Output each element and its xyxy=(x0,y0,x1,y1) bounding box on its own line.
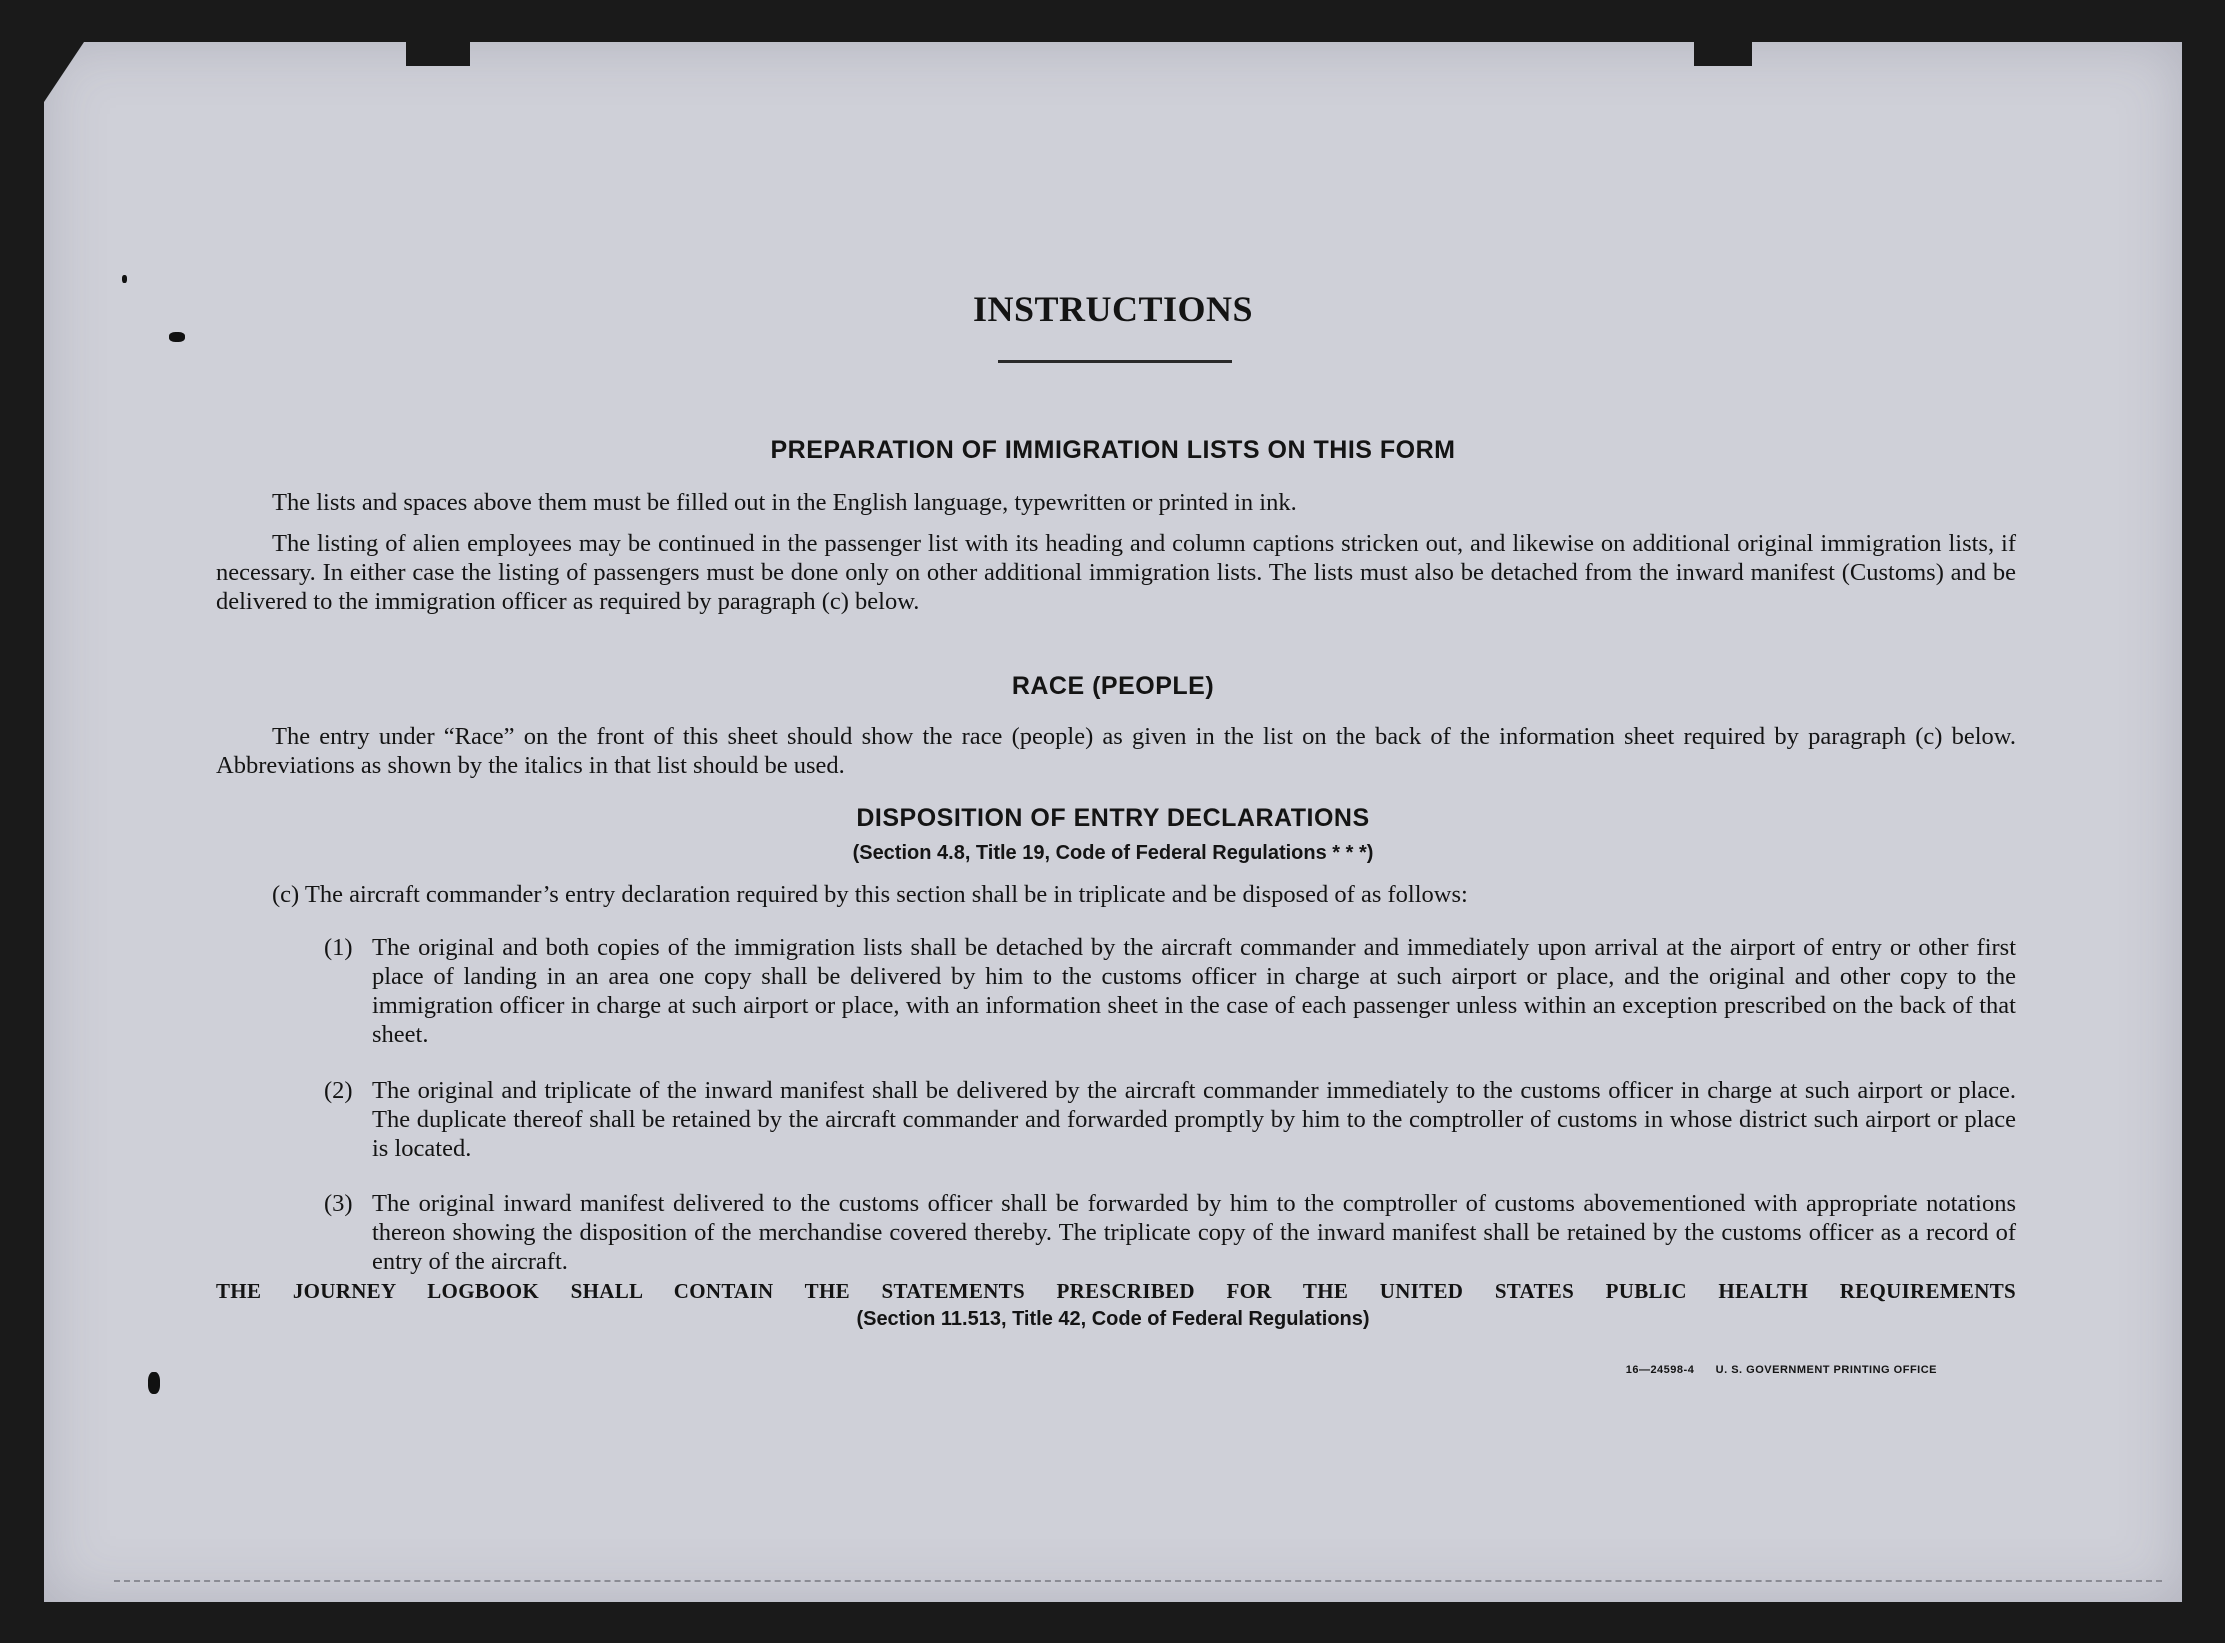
print-code: 16—24598-4 xyxy=(1625,1364,1695,1376)
item-number: (3) xyxy=(324,1190,353,1217)
disposition-citation: (Section 4.8, Title 19, Code of Federal Regulations * * *) xyxy=(852,842,1374,864)
preparation-heading: PREPARATION OF IMMIGRATION LISTS ON THIS FORM xyxy=(770,436,1456,464)
item-text: The original and triplicate of the inward manifest shall be delivered by the aircraft commander immediately to the customs officer in charge at such airport or place. The duplicate thereof shall be retained by the aircraft commander and forwarded promptly by him to the comptroller of customs in whose district such airport or place is located. xyxy=(372,1077,2016,1162)
disposition-heading: DISPOSITION OF ENTRY DECLARATIONS xyxy=(856,804,1370,832)
item-text: The original and both copies of the immigration lists shall be detached by the aircraft commander and immediately upon arrival at the airport of entry or other first place of landing in an area one copy shall be delivered by him to the customs officer in charge at such airport or place, and the original and other copy to the immigration officer in charge at such airport or place, with an information sheet in the case of each passenger unless within an exception prescribed on the back of that sheet. xyxy=(372,934,2016,1048)
disposition-item xyxy=(324,933,2016,1049)
item-number: (2) xyxy=(324,1077,353,1104)
title-underline xyxy=(998,360,1232,363)
instructions-content xyxy=(44,42,2182,1602)
page-title: INSTRUCTIONS xyxy=(972,289,1254,329)
race-heading: RACE (PEOPLE) xyxy=(1011,672,1215,700)
disposition-item xyxy=(324,1189,2016,1276)
race-paragraph: The entry under “Race” on the front of this sheet should show the race (people) as given in the list on the back of the information sheet required by paragraph (c) below. Abbreviations as shown by the italics in that list should be used. xyxy=(216,723,2016,779)
printer-name: U. S. GOVERNMENT PRINTING OFFICE xyxy=(1715,1364,1937,1376)
disposition-item xyxy=(324,1076,2016,1163)
preparation-paragraph-2: The listing of alien employees may be continued in the passenger list with its heading and column captions stricken out, and likewise on additional original immigration lists, if necessary. In either case the listing of passengers must be done only on other additional immigration lists. The lists must also be detached from the inward manifest (Customs) and be delivered to the immigration officer as required by paragraph (c) below. xyxy=(216,530,2016,615)
item-text: The original inward manifest delivered to the customs officer shall be forwarded by him to the comptroller of customs abovementioned with appropriate notations thereon showing the disposition of the merchandise covered thereby. The triplicate copy of the inward manifest shall be retained by the customs officer as a record of entry of the aircraft. xyxy=(372,1190,2016,1275)
printer-imprint xyxy=(1626,1364,1937,1376)
public-health-citation: (Section 11.513, Title 42, Code of Federal Regulations) xyxy=(856,1308,1370,1330)
public-health-statement: THE JOURNEY LOGBOOK SHALL CONTAIN THE STATEMENTS PRESCRIBED FOR THE UNITED STATES PUBLIC HEALTH REQUIREMENTS xyxy=(216,1279,2016,1303)
disposition-intro: (c) The aircraft commander’s entry declaration required by this section shall be in triplicate and be disposed of as follows: xyxy=(272,881,1468,908)
document-sheet xyxy=(44,42,2182,1602)
item-number: (1) xyxy=(324,934,353,961)
preparation-paragraph-1: The lists and spaces above them must be filled out in the English language, typewritten or printed in ink. xyxy=(272,489,1297,516)
